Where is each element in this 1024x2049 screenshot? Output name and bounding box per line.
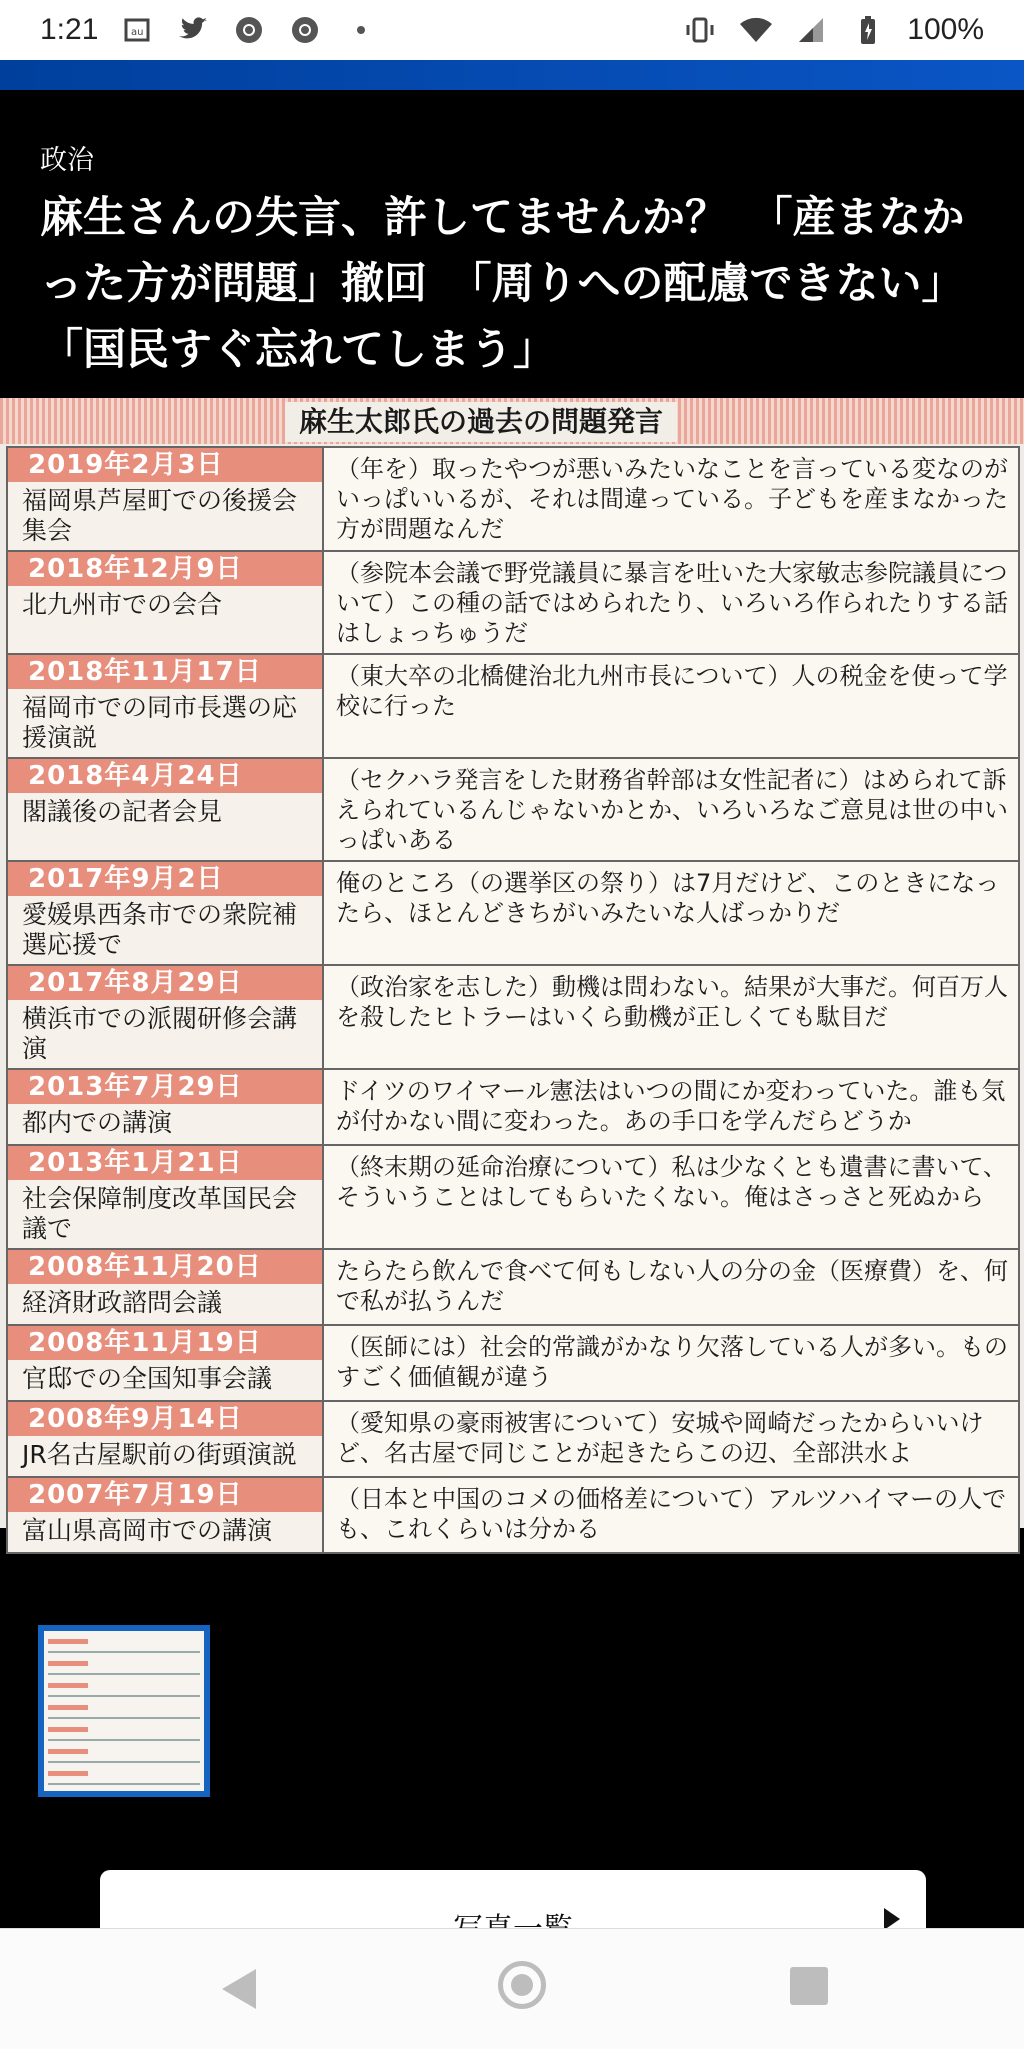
row-date: 2007年7月19日 — [8, 1478, 322, 1512]
table-row — [7, 447, 1019, 551]
thumbnail-mark — [48, 1717, 200, 1719]
app-bar-strip — [0, 60, 1024, 90]
row-place: 愛媛県西条市での衆院補選応援で — [22, 900, 298, 959]
navigation-bar — [0, 1928, 1024, 2049]
row-place: 横浜市での派閥研修会講演 — [22, 1004, 298, 1063]
au-icon — [120, 13, 154, 47]
thumbnail-mark — [48, 1783, 200, 1785]
row-quote: （終末期の延命治療について）私は少なくとも遺書に書いて、そういうことはしてもらいたくない。俺はさっさと死ぬから — [323, 1145, 1019, 1249]
table-row — [7, 1325, 1019, 1401]
chrome-icon — [232, 13, 266, 47]
row-date: 2013年1月21日 — [8, 1146, 322, 1180]
thumbnail-mark — [48, 1651, 200, 1653]
row-quote: ドイツのワイマール憲法はいつの間にか変わっていた。誰も気が付かない間に変わった。あの手口を学んだらどうか — [323, 1069, 1019, 1145]
table-row — [7, 758, 1019, 861]
svg-text:au: au — [131, 27, 144, 38]
table-row — [7, 1069, 1019, 1145]
row-place: 北九州市での会合 — [22, 590, 223, 619]
row-date: 2008年11月20日 — [8, 1250, 322, 1284]
row-place: 閣議後の記者会見 — [22, 797, 223, 826]
twitter-icon — [176, 13, 210, 47]
table-row — [7, 1477, 1019, 1553]
clipping-title: 麻生太郎氏の過去の問題発言 — [285, 402, 677, 442]
row-place: 福岡県芦屋町での後援会集会 — [22, 486, 298, 545]
table-row — [7, 551, 1019, 654]
article-headline: 麻生さんの失言、許してませんか？ 「産まなかった方が問題」撤回 「周りへの配慮できない」 「国民すぐ忘れてしまう」 — [40, 193, 986, 375]
chrome-icon — [288, 13, 322, 47]
thumbnail-mark — [48, 1749, 88, 1754]
row-date: 2017年9月2日 — [8, 862, 322, 896]
thumbnail-mark — [48, 1727, 88, 1732]
row-place: 経済財政諮問会議 — [22, 1288, 223, 1317]
row-date: 2018年4月24日 — [8, 759, 322, 793]
thumbnail-mark — [48, 1761, 200, 1763]
table-row — [7, 965, 1019, 1069]
row-place: 都内での講演 — [22, 1108, 173, 1137]
status-time: 1:21 — [40, 13, 99, 46]
wifi-icon — [739, 13, 773, 47]
table-row — [7, 1145, 1019, 1249]
article-image[interactable] — [0, 398, 1024, 1545]
battery-icon — [851, 13, 885, 47]
recent-apps-icon[interactable] — [790, 1967, 828, 2005]
table-row — [7, 1249, 1019, 1325]
play-arrow-icon — [884, 1908, 900, 1930]
home-icon[interactable] — [498, 1961, 546, 2009]
thumbnail-mark — [48, 1739, 200, 1741]
row-date: 2018年11月17日 — [8, 655, 322, 689]
article-header — [0, 90, 1024, 398]
signal-icon — [795, 13, 829, 47]
thumbnail-mark — [48, 1661, 88, 1666]
row-quote: （愛知県の豪雨被害について）安城や岡崎だったからいいけど、名古屋で同じことが起きたらこの辺、全部洪水よ — [323, 1401, 1019, 1477]
issue-table — [6, 446, 1020, 1554]
row-place: 官邸での全国知事会議 — [22, 1364, 273, 1393]
row-quote: （医師には）社会的常識がかなり欠落している人が多い。ものすごく価値観が違う — [323, 1325, 1019, 1401]
row-quote: 俺のところ（の選挙区の祭り）は7月だけど、このときになったら、ほとんどきちがいみたいな人ばっかりだ — [323, 861, 1019, 965]
row-quote: （年を）取ったやつが悪いみたいなことを言っている変なのがいっぱいいるが、それは間違っている。子どもを産まなかった方が問題なんだ — [323, 447, 1019, 551]
row-quote: （政治家を志した）動機は問わない。結果が大事だ。何百万人を殺したヒトラーはいくら動機が正しくても駄目だ — [323, 965, 1019, 1069]
row-place: JR名古屋駅前の街頭演説 — [22, 1440, 297, 1469]
row-date: 2018年12月9日 — [8, 552, 322, 586]
row-place: 社会保障制度改革国民会議で — [22, 1184, 298, 1243]
row-date: 2019年2月3日 — [8, 448, 322, 482]
thumbnail-mark — [48, 1705, 88, 1710]
image-thumbnail[interactable] — [38, 1625, 210, 1797]
back-icon[interactable] — [222, 1969, 256, 2009]
thumbnail-mark — [48, 1695, 200, 1697]
battery-percent: 100% — [907, 13, 984, 46]
row-quote: （参院本会議で野党議員に暴言を吐いた大家敏志参院議員について）この種の話ではめられたり、いろいろ作られたりする話はしょっちゅうだ — [323, 551, 1019, 654]
vibrate-icon — [683, 13, 717, 47]
thumbnail-mark — [48, 1683, 88, 1688]
row-quote: （セクハラ発言をした財務省幹部は女性記者に）はめられて訴えられているんじゃないかとか、いろいろなご意見は世の中いっぱいある — [323, 758, 1019, 861]
table-row — [7, 654, 1019, 758]
dot-icon — [344, 13, 378, 47]
thumbnail-preview — [44, 1631, 204, 1791]
row-quote: （日本と中国のコメの価格差について）アルツハイマーの人でも、これくらいは分かる — [323, 1477, 1019, 1553]
row-date: 2008年11月19日 — [8, 1326, 322, 1360]
thumbnail-mark — [48, 1771, 88, 1776]
status-bar — [0, 0, 1024, 60]
article-category[interactable]: 政治 — [40, 145, 94, 176]
row-quote: たらたら飲んで食べて何もしない人の分の金（医療費）を、何で私が払うんだ — [323, 1249, 1019, 1325]
table-row — [7, 861, 1019, 965]
thumbnail-mark — [48, 1673, 200, 1675]
row-date: 2008年9月14日 — [8, 1402, 322, 1436]
row-date: 2017年8月29日 — [8, 966, 322, 1000]
clipping-title-band — [0, 398, 1024, 444]
row-place: 富山県高岡市での講演 — [22, 1516, 273, 1545]
row-place: 福岡市での同市長選の応援演説 — [22, 693, 298, 752]
table-row — [7, 1401, 1019, 1477]
row-quote: （東大卒の北橋健治北九州市長について）人の税金を使って学校に行った — [323, 654, 1019, 758]
thumbnail-mark — [48, 1639, 88, 1644]
row-date: 2013年7月29日 — [8, 1070, 322, 1104]
